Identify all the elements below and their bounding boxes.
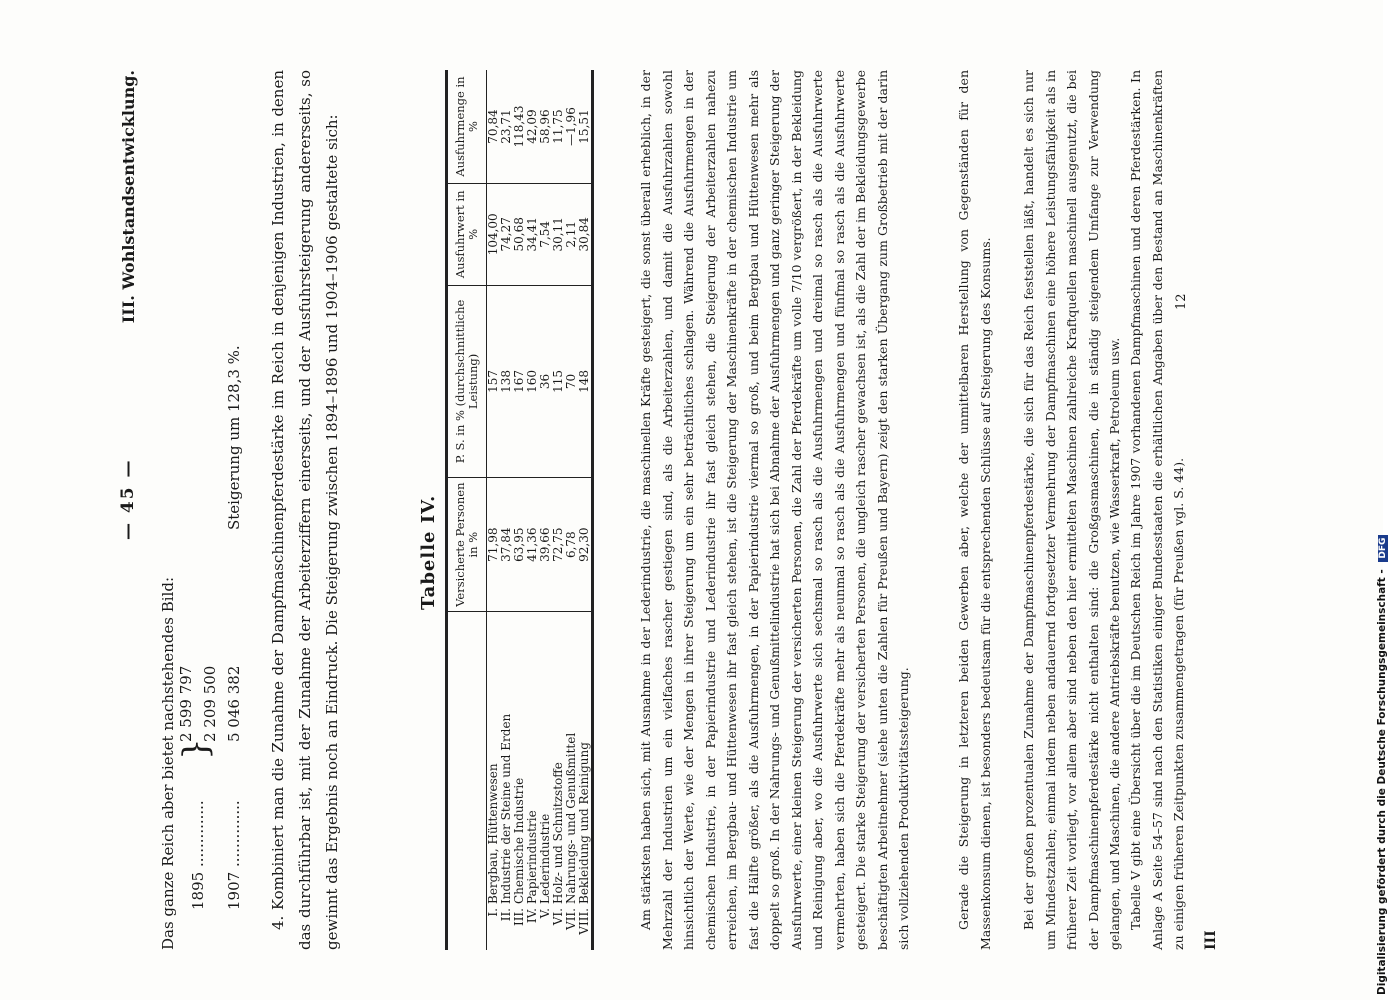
cell-ausfuhrwert: 30,84: [578, 184, 593, 285]
cell-ausfuhrwert: 7,54: [539, 184, 552, 285]
cell-ausfuhrmenge: 58,96: [539, 70, 552, 184]
cell-personen: 92,30: [578, 478, 593, 612]
increase-text: Steigerung um 128,3 %.: [225, 345, 243, 530]
row-label: Holz- und Schnitzstoffe: [551, 762, 565, 904]
row-number: V.: [538, 908, 552, 919]
cell-ausfuhrmenge: 70,84: [487, 70, 501, 184]
cell-ausfuhrwert: 2,11: [565, 184, 578, 285]
table-row: [578, 70, 593, 950]
cell-personen: 39,66: [539, 478, 552, 612]
cell-ps: 157: [487, 285, 501, 478]
year-1895-label: 1895 ..............: [189, 800, 207, 910]
cell-ausfuhrmenge: 23,71: [500, 70, 513, 184]
cell-personen: 37,84: [500, 478, 513, 612]
table-header-cell: P. S. in % (durchschnittliche Leistung): [447, 285, 487, 478]
sheet-number: 12: [1174, 293, 1189, 310]
paragraph-main: Am stärksten haben sich, mit Ausnahme in der Lederindustrie, die maschinellen Kräfte gesteigert, die sonst überall erheblich, in der Mehrzahl der Industrien um ein vielfaches rascher gestiegen sind, als die Arbeiterzahlen, und damit die Ausfuhrzahlen sowohl hinsichtlich der Werte, wie der Mengen in ihrer Steigerung um ein sehr beträchtliches schlagen. Während die Ausfuhrmengen in der chemischen Industrie, in der Papierindustrie und Lederindustrie ihr fast gleich stehen, die Steigerung der Arbeiterzahlen nahezu erreichen, im Bergbau- und Hüttenwesen ihr fast gleich stehen, ist die Steigerung der Maschinenkräfte in der chemischen Industrie um fast die Hälfte größer, als die Ausfuhrmengen, in der Papierindustrie viermal so groß, und beim Bergbau und Hüttenwesen mehr als doppelt so groß. In der Nahrungs- und Genußmittelindustrie hat sich bei Abnahme der Ausfuhrmengen und ganz geringer Steigerung der Ausfuhrwerte, einer kleinen Steigerung der versicherten Personen, die Zahl der Pferdekräfte um volle 7/10 vergrößert, in der Bekleidung und Reinigung aber, wo die Ausfuhrwerte sich sechsmal so rasch als die Ausfuhrmengen und dreimal so rasch als die Ausfuhrwerte vermehrten, haben sich die Pferdekräfte mehr als neunmal so rasch als die Ausfuhrmengen und fünfmal so rasch als die Ausfuhrwerte gesteigert. Die starke Steigerung der versicherten Personen, die ungleich rascher gewachsen ist, als die Zahl der im Bekleidungsgewerbe beschäftigten Arbeitnehmer (siehe unten die Zahlen für Preußen und Bayern) zeigt den starken Übergang zum Großbetrieb mit der darin sich vollziehenden Produktivitätssteigerung.: [638, 70, 911, 950]
cell-ps: 115: [552, 285, 565, 478]
cell-ps: 36: [539, 285, 552, 478]
section-title: III. Wohlstandsentwicklung.: [119, 70, 138, 324]
table-header-cell: Versicherte Personen in %: [447, 478, 487, 612]
paragraph-4: 4. Kombiniert man die Zunahme der Dampfmaschinenpferdestärke im Reich in denjenigen Industrien, in denen das durchführbar ist, mit der Zunahme der Arbeiterziffern einerseits, und der Ausfuhrsteigerung andererseits, so gewinnt das Ergebnis noch an Eindruck. Die Steigerung zwischen 1894–1896 und 1904–1906 gestaltete sich:: [269, 70, 341, 950]
cell-personen: 71,98: [487, 478, 501, 612]
row-number: II.: [499, 908, 513, 922]
year-1895-value-b: 2 209 500: [201, 665, 219, 742]
page-header: [115, 50, 145, 950]
table-header-cell: Ausfuhrwert in %: [447, 184, 487, 285]
row-number: III.: [512, 908, 526, 927]
intro-text: Das ganze Reich aber bietet nachstehendes Bild:: [159, 576, 177, 950]
row-number: IV.: [525, 908, 539, 924]
cell-ausfuhrwert: 50,68: [513, 184, 526, 285]
row-number: VI.: [551, 908, 565, 926]
cell-ps: 138: [500, 285, 513, 478]
funding-text: Digitalisierung gefördert durch die Deutsche Forschungsgemeinschaft -: [1376, 569, 1388, 995]
row-label: Nahrungs- und Genußmittel: [564, 732, 578, 904]
year-1907-value: 5 046 382: [225, 665, 243, 742]
row-label: Papierindustrie: [525, 810, 539, 904]
cell-ausfuhrwert: 104,00: [487, 184, 501, 285]
year-1895-value-a: 2 599 797: [177, 665, 195, 742]
table-title: Tabelle IV.: [418, 494, 439, 610]
dfg-logo: DFG: [1378, 535, 1388, 562]
row-number: VIII.: [577, 908, 591, 935]
cell-ps: 167: [513, 285, 526, 478]
cell-ausfuhrwert: 34,41: [526, 184, 539, 285]
dfg-funding-note: [1376, 5, 1388, 995]
year-1907-label: 1907 ..............: [225, 800, 243, 910]
table-iv: [445, 70, 594, 950]
cell-ausfuhrmenge: —1,96: [565, 70, 578, 184]
brace-symbol: }: [176, 738, 216, 760]
cell-ausfuhrwert: 30,11: [552, 184, 565, 285]
row-label: Chemische Industrie: [512, 777, 526, 904]
table-header-cell: Ausfuhrmenge in %: [447, 70, 487, 184]
cell-ausfuhrmenge: 118,43: [513, 70, 526, 184]
cell-ausfuhrwert: 74,27: [500, 184, 513, 285]
table-header-cell: [447, 612, 487, 951]
page-number: — 45 —: [118, 458, 138, 540]
paragraph-3: Bei der großen prozentualen Zunahme der Dampfmaschinenpferdestärke, die sich für das Reich feststellen läßt, handelt es sich nur um Mindestzahlen; einmal indem neben andauernd fortgesetzter Vermehrung der Dampfmaschinen eine höhere Leistungsfähigkeit als in früherer Zeit vorliegt, vor allem aber sind neben den hier ermittelten Maschinen zahlreiche Kraftquellen maschinell ausgenutzt, die bei der Dampfmaschinenpferdestärke nicht enthalten sind: die Großgasmaschinen, die in ständig steigendem Umfange zur Verwendung gelangen, und Maschinen, die andere Antriebskräfte benutzen, wie Wasserkraft, Petroleum usw.: [1021, 70, 1122, 950]
cell-ps: 160: [526, 285, 539, 478]
cell-ausfuhrmenge: 11,75: [552, 70, 565, 184]
rotated-page-content: [115, 50, 1235, 950]
cell-ps: 70: [565, 285, 578, 478]
row-number: I.: [486, 908, 500, 917]
cell-ps: 148: [578, 285, 593, 478]
paragraph-2: Gerade die Steigerung in letzteren beiden Gewerben aber, welche der unmittelbaren Herstellung von Gegenständen für den Massenkonsum dienen, ist besonders bedeutsam für die entsprechenden Schlüsse auf Steigerung des Konsums.: [956, 70, 993, 950]
row-label: Industrie der Steine und Erden: [499, 713, 513, 904]
paragraph-4b: Tabelle V gibt eine Übersicht über die im Deutschen Reich im Jahre 1907 vorhandenen Dampfmaschinen und deren Pferdestärken. In Anlage A Seite 54–57 sind nach den Statistiken einiger Bundesstaaten die erhältlichen Angaben über den Bestand an Maschinenkräften zu einigen früheren Zeitpunkten zusammengetragen (für Preußen vgl. S. 44).: [1128, 70, 1186, 950]
table-row: [487, 70, 501, 950]
cell-ausfuhrmenge: 42,09: [526, 70, 539, 184]
cell-personen: 63,95: [513, 478, 526, 612]
row-label: Bergbau, Hüttenwesen: [486, 763, 500, 904]
cell-personen: 6,78: [565, 478, 578, 612]
row-label: Lederindustrie: [538, 813, 552, 904]
signature-mark: III: [1203, 930, 1219, 950]
cell-personen: 72,75: [552, 478, 565, 612]
cell-personen: 41,36: [526, 478, 539, 612]
row-label: Bekleidung und Reinigung: [577, 742, 591, 904]
row-number: VII.: [564, 908, 578, 930]
table-header-row: [447, 70, 487, 950]
cell-ausfuhrmenge: 15,51: [578, 70, 593, 184]
